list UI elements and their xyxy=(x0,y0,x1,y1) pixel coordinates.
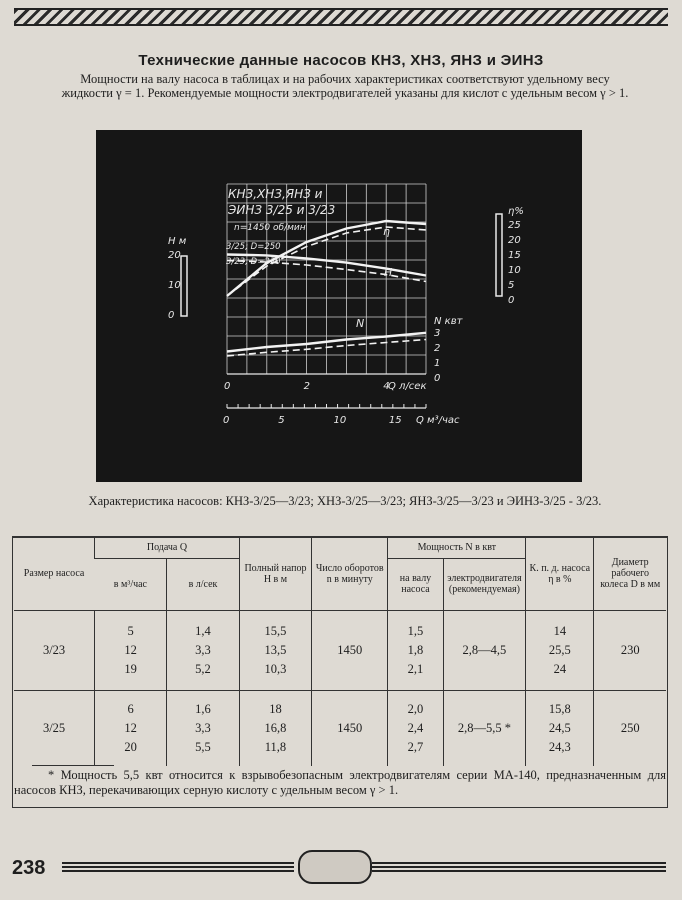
cell-flow-m3h: 6 12 20 xyxy=(95,690,167,766)
eta-axis-tick: 5 xyxy=(508,280,515,291)
cell-efficiency: 14 25,5 24 xyxy=(526,610,594,690)
eta-axis-tick: 20 xyxy=(508,235,521,246)
header-efficiency: К. п. д. насоса η в % xyxy=(526,538,594,610)
table-row xyxy=(14,690,666,766)
pump-data-table xyxy=(14,538,666,766)
eta-scale-bar xyxy=(496,214,502,296)
page-subtitle: Мощности на валу насоса в таблицах и на рабочих характеристиках соответствуют удельному весу жидкости γ = 1. Рекомендуемые мощности электродвигателей указаны для кислот с удельным весом γ > 1. xyxy=(61,72,629,100)
speed-label: n=1450 об/мин xyxy=(234,223,306,233)
ornament-emblem xyxy=(298,850,372,884)
eta-axis-tick: 10 xyxy=(508,265,521,276)
x-axis-ls-label: Q л/сек xyxy=(388,381,427,392)
header-flow-ls: в л/сек xyxy=(167,558,240,610)
left-axis-tick: 0 xyxy=(168,310,175,321)
x-axis-ls-tick: 0 xyxy=(224,381,231,392)
cell-size: 3/25 xyxy=(42,720,66,735)
n-axis-tick: 1 xyxy=(434,358,441,369)
top-ornament-band xyxy=(14,8,668,26)
x-axis-m3h-tick: 10 xyxy=(333,415,347,426)
pump-characteristic-chart xyxy=(96,130,582,482)
bottom-ornament-band-right xyxy=(372,860,666,872)
d-label: 3/25; D=250 xyxy=(226,242,281,252)
header-power-shaft: на валу насоса xyxy=(388,558,443,610)
header-flow-group: Подача Q xyxy=(95,538,240,558)
x-axis-m3h-label: Q м³/час xyxy=(416,415,460,426)
cell-flow-ls: 1,6 3,3 5,5 xyxy=(167,690,240,766)
header-flow-m3h: в м³/час xyxy=(95,558,167,610)
cell-power-shaft: 1,5 1,8 2,1 xyxy=(388,610,443,690)
d-label: 3/23; D=230 xyxy=(226,257,281,267)
header-size: Размер насоса xyxy=(14,538,95,610)
page-number: 238 xyxy=(12,857,46,879)
cell-size: 3/23 xyxy=(14,610,95,690)
chart-title-line: ЭИНЗ 3/25 и 3/23 xyxy=(228,203,336,217)
header-head: Полный напор H в м xyxy=(239,538,311,610)
eta-curve-label: η xyxy=(383,225,390,238)
table-row xyxy=(14,610,666,690)
cell-diameter: 250 xyxy=(594,690,666,766)
n-curve-label: N xyxy=(356,317,365,330)
n-axis-tick: 2 xyxy=(434,343,441,354)
n-axis-tick: 0 xyxy=(434,373,441,384)
chart-title-line: КНЗ,ХНЗ,ЯНЗ и xyxy=(228,187,323,201)
chart-svg xyxy=(96,130,582,482)
page-title: Технические данные насосов КНЗ, ХНЗ, ЯНЗ и ЭИНЗ xyxy=(138,52,544,69)
bottom-ornament-band-left xyxy=(62,860,294,872)
eta-axis-tick: 25 xyxy=(508,220,521,231)
eta-axis-tick: 15 xyxy=(508,250,521,261)
cell-head: 15,5 13,5 10,3 xyxy=(239,610,311,690)
cell-power-motor: 2,8—5,5 * xyxy=(443,690,526,766)
left-axis-label: H м xyxy=(168,236,187,247)
n-axis-label: N квт xyxy=(434,316,463,327)
cell-diameter: 230 xyxy=(594,610,666,690)
chart-caption: Характеристика насосов: КНЗ-3/25—3/23; ХНЗ-3/25—3/23; ЯНЗ-3/25—3/23 и ЭИНЗ-3/25 - 3/23. xyxy=(88,494,602,508)
footnote: * Мощность 5,5 квт относится к взрывобезопасным электродвигателям серии МА-140, предназначенным для насосов КНЗ, перекачивающих серную кислоту с удельным весом γ > 1. xyxy=(14,768,666,797)
cell-speed: 1450 xyxy=(312,690,388,766)
eta-axis-tick: 0 xyxy=(508,295,515,306)
x-axis-ls-tick: 2 xyxy=(303,381,310,392)
x-axis-m3h-tick: 15 xyxy=(388,415,402,426)
h-curve-label: H xyxy=(384,266,393,279)
x-axis-m3h-tick: 0 xyxy=(223,415,230,426)
n-axis-tick: 3 xyxy=(434,328,441,339)
eta-axis-label: η% xyxy=(508,206,524,217)
left-axis-tick: 20 xyxy=(168,250,181,261)
cell-power-shaft: 2,0 2,4 2,7 xyxy=(388,690,443,766)
cell-efficiency: 15,8 24,5 24,3 xyxy=(526,690,594,766)
cell-flow-m3h: 5 12 19 xyxy=(95,610,167,690)
left-axis-tick: 10 xyxy=(168,280,181,291)
cell-speed: 1450 xyxy=(312,610,388,690)
cell-flow-ls: 1,4 3,3 5,2 xyxy=(167,610,240,690)
x-axis-ls-tick: 4 xyxy=(383,381,390,392)
header-diameter: Диаметр рабочего колеса D в мм xyxy=(594,538,666,610)
header-power-group: Мощность N в квт xyxy=(388,538,526,558)
x-axis-m3h-tick: 5 xyxy=(278,415,285,426)
cell-power-motor: 2,8—4,5 xyxy=(443,610,526,690)
header-power-motor: электродвигателя (рекомендуемая) xyxy=(443,558,526,610)
footnote-rule xyxy=(32,765,114,766)
header-speed: Число оборотов n в минуту xyxy=(312,538,388,610)
cell-head: 18 16,8 11,8 xyxy=(239,690,311,766)
h-scale-bar xyxy=(181,256,187,316)
